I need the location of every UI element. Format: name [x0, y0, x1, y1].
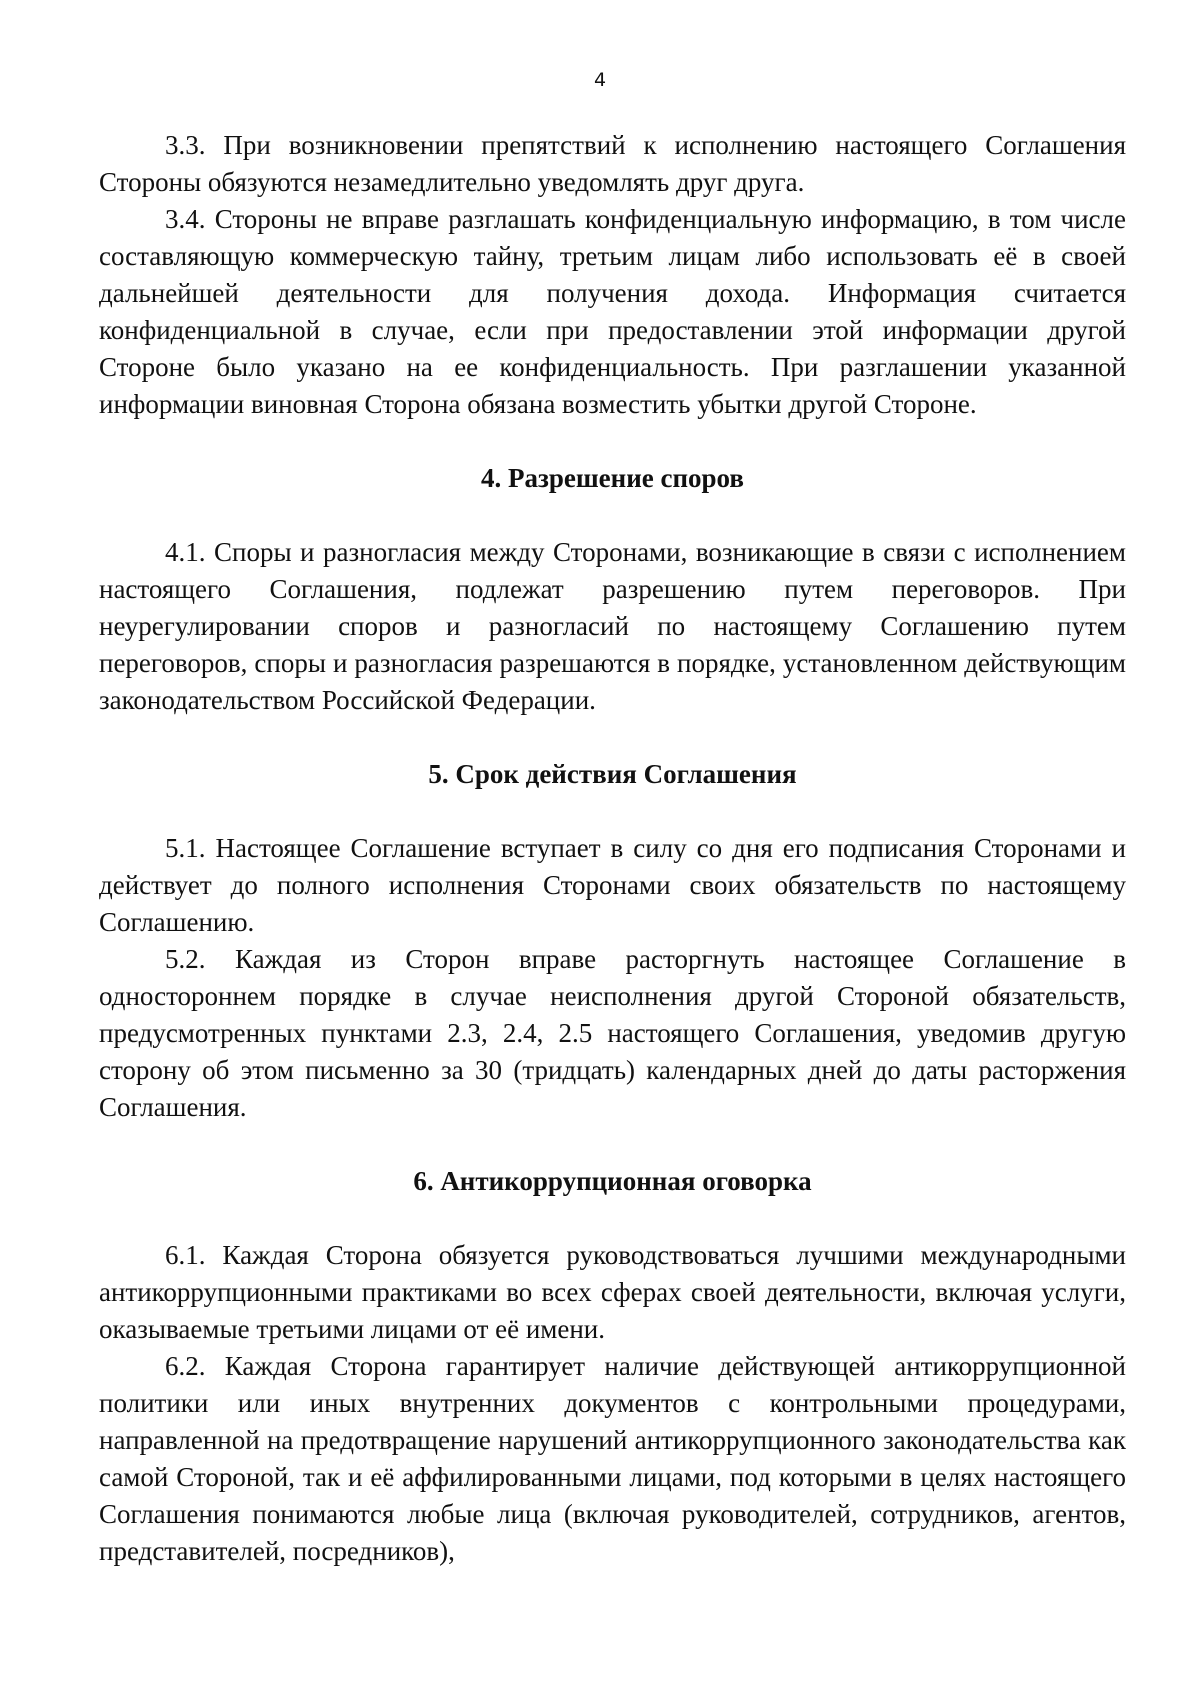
paragraph-3-3: 3.3. При возникновении препятствий к исполнению настоящего Соглашения Стороны обязуются незамедлительно уведомлять друг друга.	[99, 130, 1126, 197]
paragraph-4-1: 4.1. Споры и разногласия между Сторонами, возникающие в связи с исполнением настоящего Соглашения, подлежат разрешению путем переговоров. При неурегулировании споров и разногласий по настоящему Соглашению путем переговоров, споры и разногласия разрешаются в порядке, установленном действующим законодательством Российской Федерации.	[99, 537, 1126, 715]
section-heading-4: 4. Разрешение споров	[481, 463, 744, 493]
paragraph-5-1: 5.1. Настоящее Соглашение вступает в силу со дня его подписания Сторонами и действует до полного исполнения Сторонами своих обязательств по настоящему Соглашению.	[99, 833, 1126, 937]
section-heading-5: 5. Срок действия Соглашения	[428, 759, 797, 789]
page-number: 4	[593, 69, 607, 91]
paragraph-5-2: 5.2. Каждая из Сторон вправе расторгнуть настоящее Соглашение в одностороннем порядке в случае неисполнения другой Стороной обязательств, предусмотренных пунктами 2.3, 2.4, 2.5 настоящего Соглашения, уведомив другую сторону об этом письменно за 30 (тридцать) календарных дней до даты расторжения Соглашения.	[99, 944, 1126, 1122]
paragraph-6-1: 6.1. Каждая Сторона обязуется руководствоваться лучшими международными антикоррупционными практиками во всех сферах своей деятельности, включая услуги, оказываемые третьими лицами от её имени.	[99, 1240, 1126, 1344]
document-body	[99, 127, 1126, 1570]
paragraph-6-2: 6.2. Каждая Сторона гарантирует наличие действующей антикоррупционной политики или иных внутренних документов с контрольными процедурами, направленной на предотвращение нарушений антикоррупционного законодательства как самой Стороной, так и её аффилированными лицами, под которыми в целях настоящего Соглашения понимаются любые лица (включая руководителей, сотрудников, агентов, представителей, посредников),	[99, 1351, 1126, 1566]
paragraph-3-4: 3.4. Стороны не вправе разглашать конфиденциальную информацию, в том числе составляющую коммерческую тайну, третьим лицам либо использовать её в своей дальнейшей деятельности для получения дохода. Информация считается конфиденциальной в случае, если при предоставлении этой информации другой Стороне было указано на ее конфиденциальность. При разглашении указанной информации виновная Сторона обязана возместить убытки другой Стороне.	[99, 204, 1126, 419]
section-heading-6: 6. Антикоррупционная оговорка	[413, 1166, 812, 1196]
